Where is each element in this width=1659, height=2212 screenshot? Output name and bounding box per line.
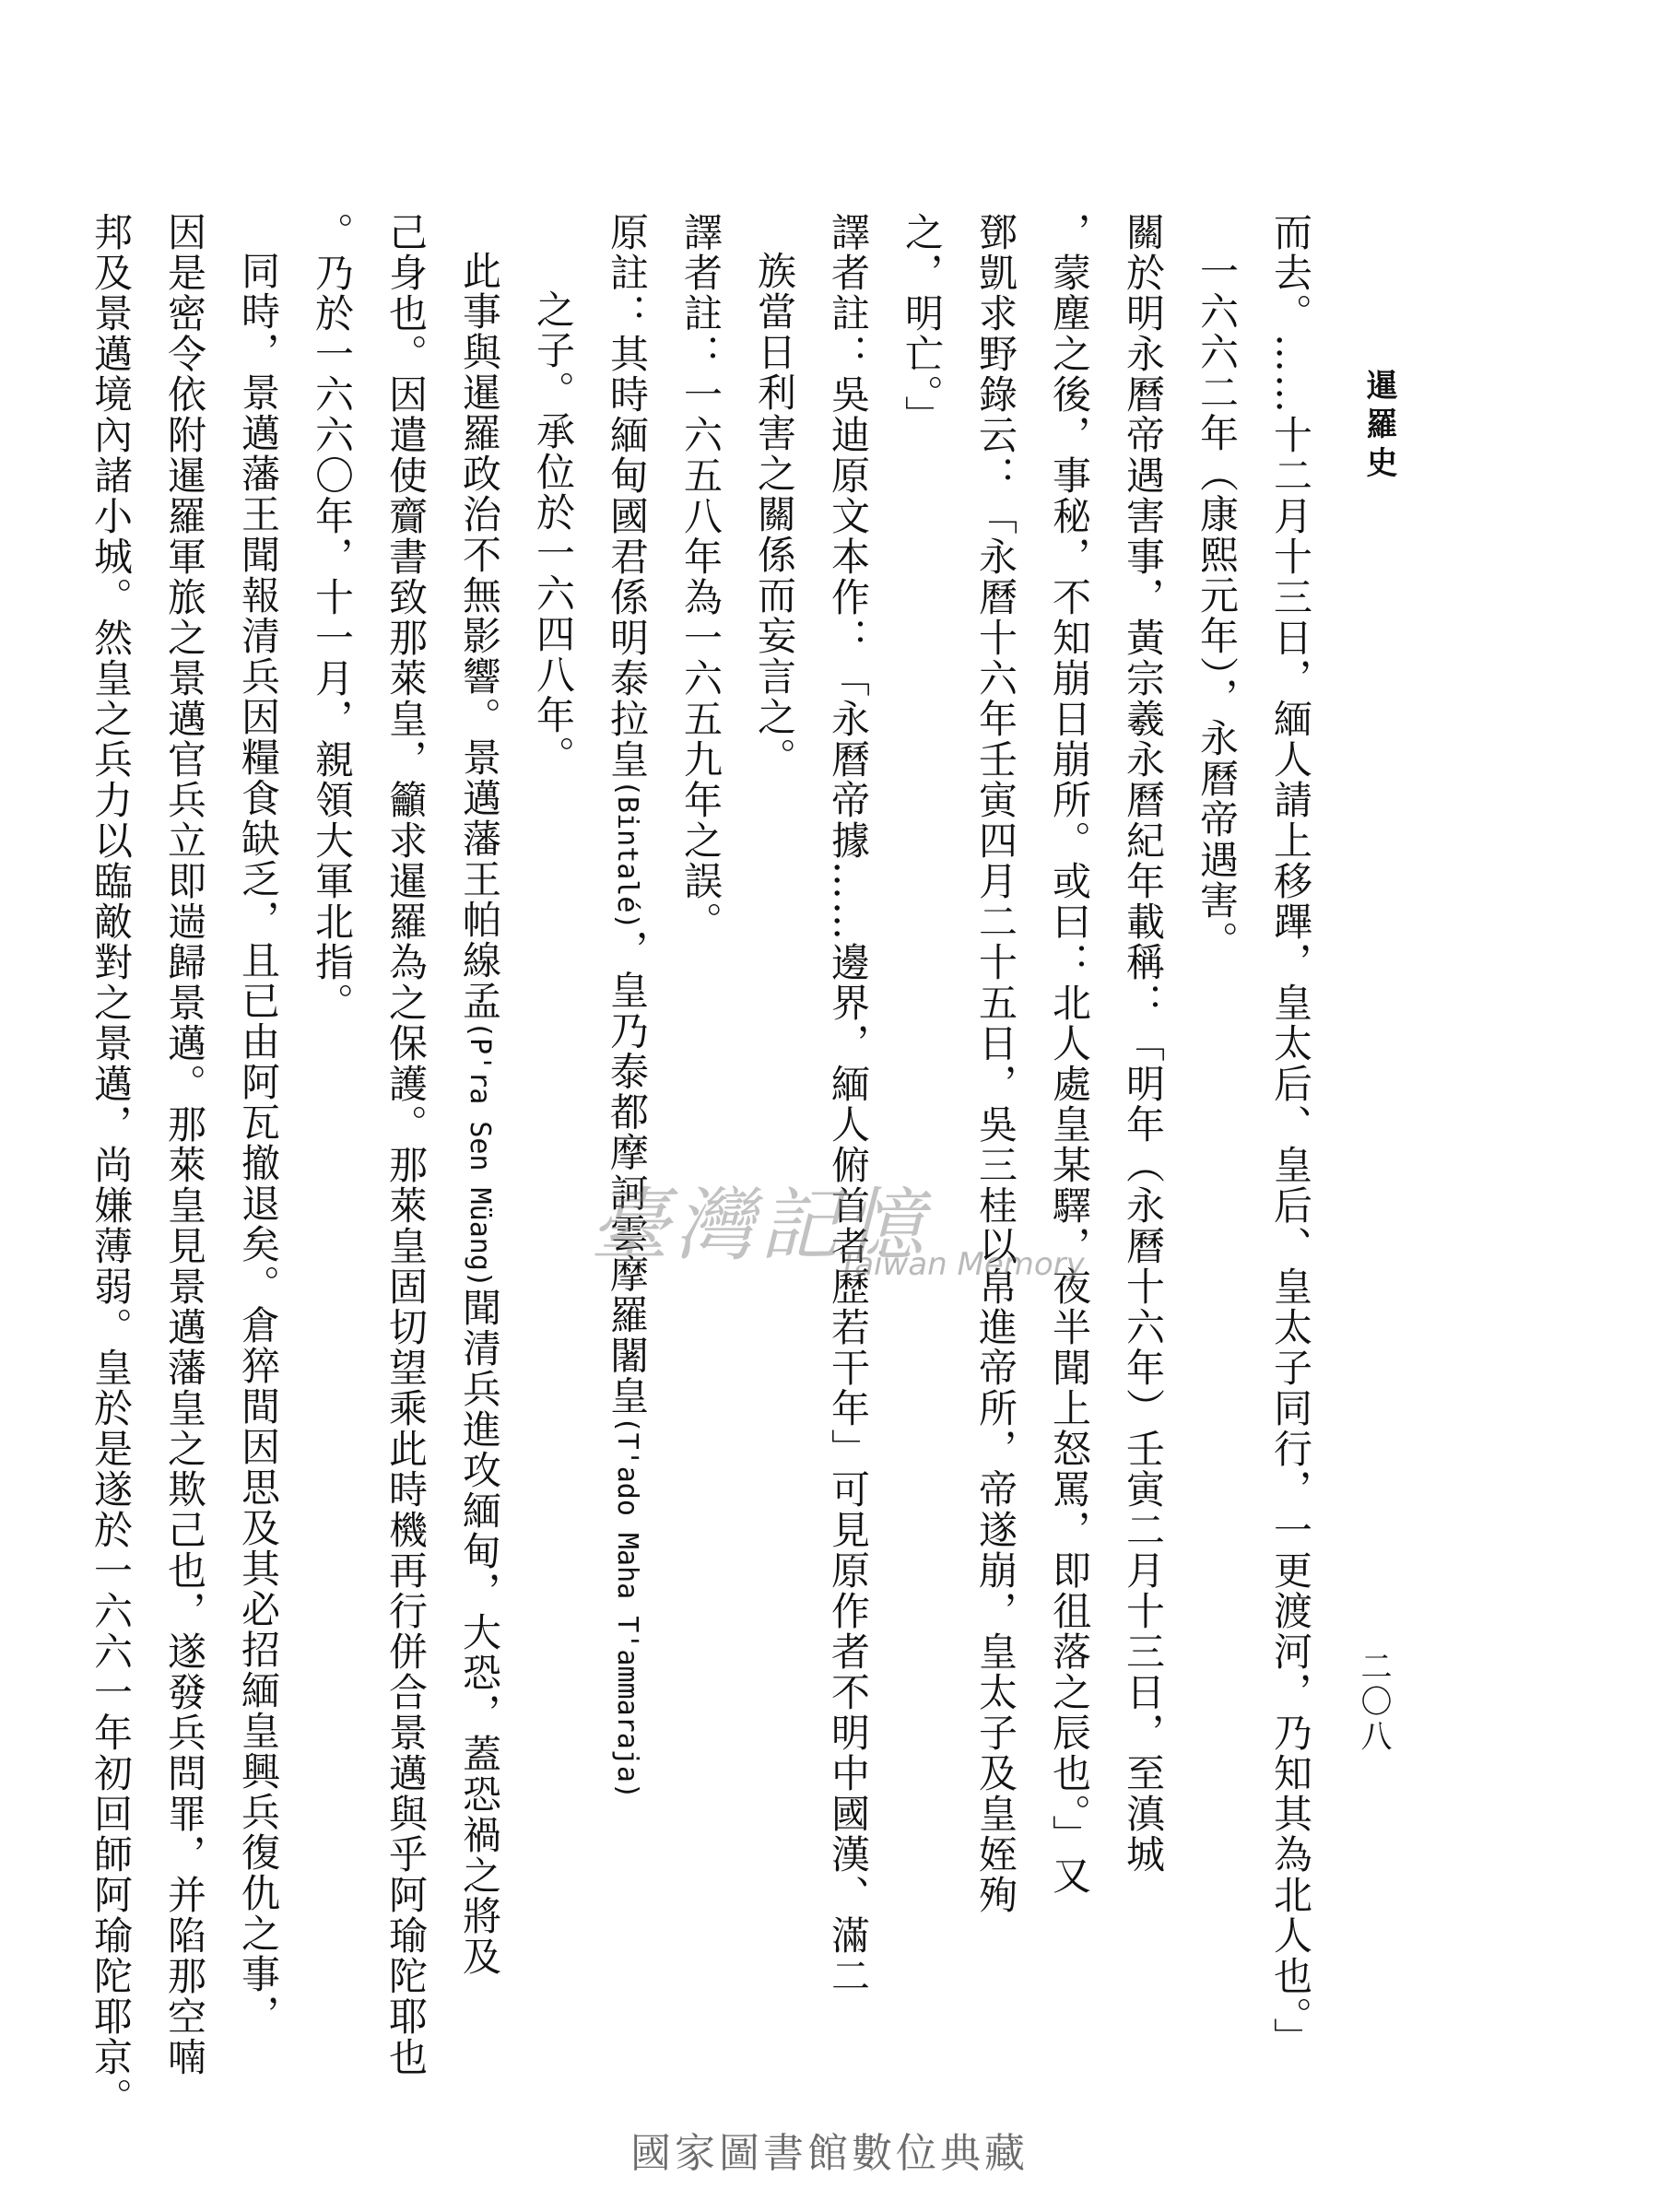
running-head: 暹羅史 xyxy=(1360,369,1397,485)
text-column-17: 邦及景邁境內諸小城。然皇之兵力以臨敵對之景邁，尚嫌薄弱。皇於是遂於一六六一年初回師阿瑜陀耶京。 xyxy=(88,212,134,2118)
text-column-3: 關於明永曆帝遇害事，黃宗羲永曆紀年載稱：「明年（永曆十六年）壬寅二月十三日，至滇城 xyxy=(1121,212,1166,1875)
text-column-14: 。乃於一六六〇年，十一月，親領大軍北指。 xyxy=(310,212,355,1023)
text-column-16: 因是密令依附暹羅軍旅之景邁官兵立即遄歸景邁。那萊皇見景邁藩皇之欺己也，遂發兵問罪，并陷那空喃 xyxy=(162,212,207,2077)
text-column-6: 之，明亡。」 xyxy=(900,212,945,436)
note-text: ，皇乃泰都摩訶雲摩羅闍皇 xyxy=(605,929,650,1417)
body-text xyxy=(88,212,1327,2118)
text-column-8: 族當日利害之關係而妄言之。 xyxy=(752,251,797,778)
text-column-2: 一六六二年（康熙元年），永曆帝遇害。 xyxy=(1194,251,1240,961)
paragraph-text: 此事與暹羅政治不無影響。景邁藩王帕線孟 xyxy=(457,251,502,1021)
text-column-10 xyxy=(590,212,664,2018)
note-text: 原註：其時緬甸國君係明泰拉皇 xyxy=(605,212,650,780)
watermark-subtext: Taiwan Memory xyxy=(839,1246,1085,1283)
text-column-11: 之子。承位於一六四八年。 xyxy=(531,289,576,776)
text-column-5: 鄧凱求野錄云：「永曆十六年壬寅四月二十五日，吳三桂以帛進帝所，帝遂崩，皇太子及皇姪殉 xyxy=(973,212,1018,1915)
text-column-15: 同時，景邁藩王聞報清兵因糧食缺乏，且已由阿瓦撤退矣。倉猝間因思及其必招緬皇興兵復仇之事， xyxy=(236,251,281,2035)
romanized-name: (Bintalé) xyxy=(611,780,643,930)
text-column-1: 而去。……十二月十三日，緬人請上移蹕，皇太后、皇后、皇太子同行，一更渡河，乃知其為北人也。」 xyxy=(1268,212,1313,2058)
watermark-text: 臺灣記憶 xyxy=(590,1180,929,1272)
text-column-9: 譯者註：一六五八年為一六五九年之誤。 xyxy=(678,212,724,942)
text-column-12 xyxy=(442,212,516,2018)
page-number: 二〇八 xyxy=(1355,1650,1392,1755)
romanized-name: (T'ado Maha T'ammaraja) xyxy=(611,1416,643,1799)
romanized-name: (P'ra Sen Müang) xyxy=(464,1021,496,1288)
text-column-13: 己身也。因遣使齎書致那萊皇，籲求暹羅為之保護。那萊皇固切望乘此時機再行併合景邁與乎阿瑜陀耶也 xyxy=(383,212,429,2077)
paragraph-text: 聞清兵進攻緬甸，大恐，蓋恐禍之將及 xyxy=(457,1287,502,1977)
footer-credit: 國家圖書館數位典藏 xyxy=(630,2130,1029,2177)
text-column-7: 譯者註：吳迪原文本作：「永曆帝據……邊界，緬人俯首者歷若干年」可見原作者不明中國漢、滿二 xyxy=(826,212,871,1996)
text-column-4: ，蒙塵之後，事秘，不知崩日崩所。或曰：北人處皇某驛，夜半聞上怒罵，即徂落之辰也。」又 xyxy=(1047,212,1092,1896)
